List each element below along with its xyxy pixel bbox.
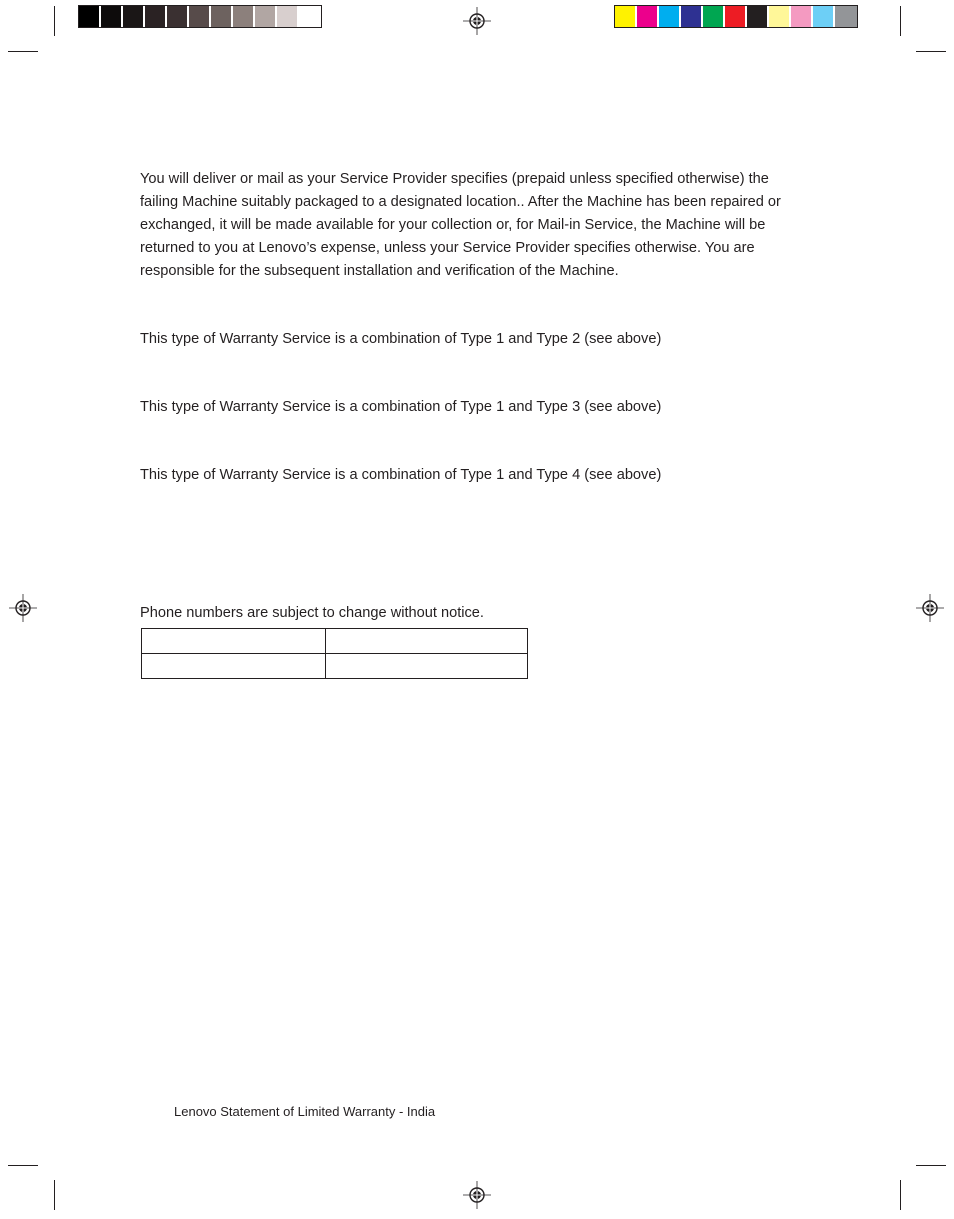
- crop-mark: [54, 1180, 55, 1210]
- color-swatch: [659, 6, 681, 27]
- table-cell: [142, 629, 326, 654]
- color-swatch: [725, 6, 747, 27]
- color-swatch: [101, 6, 123, 27]
- color-swatch-strip: [614, 5, 858, 28]
- color-swatch: [791, 6, 813, 27]
- crop-mark: [54, 6, 55, 36]
- service-type-paragraph: This type of Warranty Service is a combination of Type 1 and Type 3 (see above): [140, 399, 662, 415]
- table-row: [142, 654, 528, 679]
- color-swatch: [145, 6, 167, 27]
- color-swatch: [637, 6, 659, 27]
- crop-mark: [916, 1165, 946, 1166]
- color-swatch: [299, 6, 321, 27]
- phone-note: Phone numbers are subject to change without notice.: [140, 605, 484, 621]
- crop-mark: [8, 51, 38, 52]
- color-swatch: [813, 6, 835, 27]
- registration-mark-icon: [9, 594, 37, 622]
- color-swatch: [123, 6, 145, 27]
- crop-mark: [900, 1180, 901, 1210]
- color-swatch: [835, 6, 857, 27]
- color-swatch: [681, 6, 703, 27]
- color-swatch: [703, 6, 725, 27]
- table-cell: [326, 629, 528, 654]
- table-row: [142, 629, 528, 654]
- crop-mark: [900, 6, 901, 36]
- color-swatch: [277, 6, 299, 27]
- registration-mark-icon: [916, 594, 944, 622]
- color-swatch: [167, 6, 189, 27]
- phone-table: [141, 628, 528, 679]
- service-type-paragraph: This type of Warranty Service is a combination of Type 1 and Type 2 (see above): [140, 331, 662, 347]
- color-swatch: [79, 6, 101, 27]
- color-swatch: [233, 6, 255, 27]
- color-swatch: [615, 6, 637, 27]
- crop-mark: [916, 51, 946, 52]
- service-type-paragraph: This type of Warranty Service is a combination of Type 1 and Type 4 (see above): [140, 467, 662, 483]
- color-swatch: [255, 6, 277, 27]
- crop-mark: [8, 1165, 38, 1166]
- color-swatch: [747, 6, 769, 27]
- color-swatch: [211, 6, 233, 27]
- table-cell: [326, 654, 528, 679]
- table-cell: [142, 654, 326, 679]
- registration-mark-icon: [463, 1181, 491, 1209]
- grayscale-swatch-strip: [78, 5, 322, 28]
- color-swatch: [769, 6, 791, 27]
- delivery-paragraph: You will deliver or mail as your Service Provider specifies (prepaid unless specified otherwise) the failing Machine suitably packaged to a designated location.. After the Machine has been repaired or exchanged, it will be made available for your collection or, for Mail-in Service, the Machine will be returned to you at Lenovo’s expense, unless your Service Provider specifies otherwise. You are responsible for the subsequent installation and verification of the Machine.: [140, 171, 781, 279]
- footer-title: Lenovo Statement of Limited Warranty - India: [174, 1104, 436, 1119]
- color-swatch: [189, 6, 211, 27]
- registration-mark-icon: [463, 7, 491, 35]
